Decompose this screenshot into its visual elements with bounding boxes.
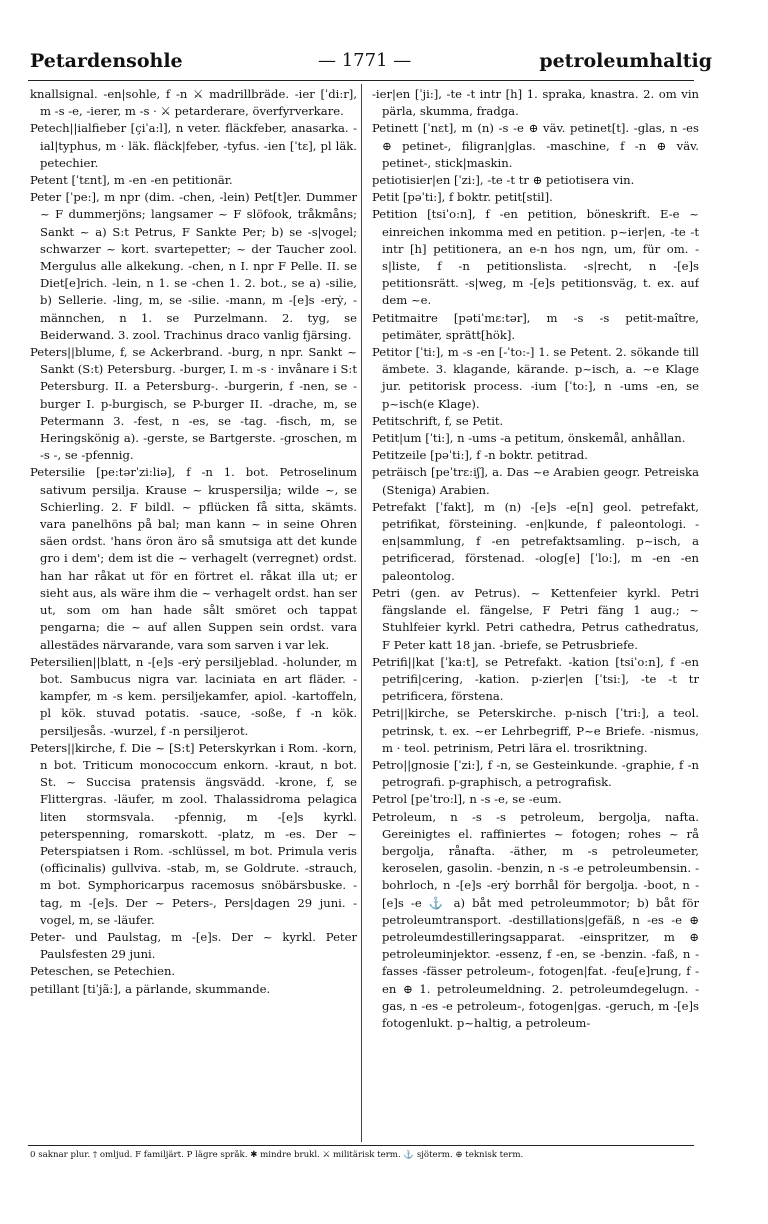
dictionary-entry: Petitzeile [pəˈti:], f -n boktr. petitrad. [372,448,588,463]
column-divider [361,84,362,1142]
dictionary-entry: Petrefakt [ˈfakt], m (n) -[e]s -e[n] geol. petrefakt, petrifikat, försteining. -en|kunde, f paleontologi. -en|sammlung, f -en petrefaktsamling. p~isch, a petrificerad, förstenad. -olog[e] [ˈlo:], m -en -en paleontolog. [372,499,699,583]
header-rule [28,80,694,81]
right-column [372,86,699,1142]
dictionary-entry: Peters||blume, f, se Ackerbrand. -burg, n npr. Sankt ~ Sankt (S:t) Petersburg. -burger, I. m -s · invånare i S:t Petersburg. II. a Petersburg-. -burgerin, f -nen, se -burger I. p-burgisch, se P-burger II. -drache, m, se Petermann 3. -fest, n -es, se -tag. -fisch, m, se Heringskönig a). -gerste, se Bartgerste. -groschen, m -s -, se -pfennig. [30,345,357,463]
header-last-word: petroleumhaltig [539,50,712,72]
dictionary-entry: Petition [tsiˈo:n], f -en petition, böneskrift. E-e ~ einreichen inkomma med en petition. p~ier|en, -te -t intr [h] petitionera, an e-n hos ngn, um, für om. -s|liste, f -n petitionslista. -s|recht, n -[e]s petitionsrätt. -s|weg, m -[e]s petitionsväg, t. ex. auf dem ~e. [372,207,699,308]
dictionary-entry: Petit [pəˈti:], f boktr. petit[stil]. [372,190,553,205]
dictionary-entry: knallsignal. -en|sohle, f -n ⚔ madrillbräde. -ier [ˈdi:r], m -s -e, -ierer, m -s · ⚔ petarderare, överfyrverkare. [30,87,357,119]
dictionary-entry: peträisch [peˈtrɛ:iʃ], a. Das ~e Arabien geogr. Petreiska (Steniga) Arabien. [372,465,699,497]
dictionary-entry: -ier|en [ˈji:], -te -t intr [h] 1. spraka, knastra. 2. om vin pärla, skumma, fradga. [372,87,699,119]
dictionary-entry: Peteschen, se Petechien. [30,964,176,979]
page-number: — 1771 — [318,50,412,71]
dictionary-entry: Petitmaitre [pətiˈmɛ:tər], m -s -s petit-maître, petimäter, sprätt[hök]. [372,310,699,342]
header-first-word: Petardensohle [30,50,183,72]
dictionary-entry: Petrol [peˈtro:l], n -s -e, se -eum. [372,792,562,807]
dictionary-entry: Petech||ialfieber [çiˈa:l], n veter. fläckfeber, anasarka. -ial|typhus, m · läk. fläck|feber, -tyfus. -ien [ˈtɛ], pl läk. petechier. [30,121,357,170]
footer-rule [28,1145,694,1146]
dictionary-entry: Petri (gen. av Petrus). ~ Kettenfeier kyrkl. Petri fängslande el. fängelse, F Petri fäng 1 aug.; ~ Stuhlfeier kyrkl. Petri cathedra, Petrus cathedratus, F Peter katt 18 jan. -briefe, se Petrusbriefe. [372,585,699,652]
dictionary-entry: Petroleum, n -s -s petroleum, bergolja, nafta. Gereinigtes el. raffiniertes ~ fotogen; rohes ~ rå bergolja, rånafta. -äther, m -s petroleumeter, keroselen, gasolin. -benzin, n -s -e petroleumbensin. -bohrloch, n -[e]s -erẏ borrhål för bergolja. -boot, n -[e]s -e ⚓ a) båt med petroleummotor; b) båt för petroleumtransport. -destillations|gefäß, n -es -e ⊕ petroleumdestilleringsapparat. -einspritzer, m ⊕ petroleuminjektor. -essenz, f -en, se -benzin. -faß, n -fasses -fässer petroleum-, fotogen|fat. -feu[e]rung, f -en ⊕ 1. petroleumeldning. 2. petroleumdegelugn. -gas, n -es -e petroleum-, fotogen|gas. -geruch, m -[e]s fotogenlukt. p~haltig, a petroleum- [372,809,699,1030]
dictionary-entry: Petitor [ˈti:], m -s -en [-ˈto:-] 1. se Petent. 2. sökande till ämbete. 3. klagande, kärande. p~isch, a. ~e Klage jur. petitorisk process. -ium [ˈto:], n -ums -en, se p~isch(e Klage). [372,345,699,411]
dictionary-entry: Peters||kirche, f. Die ~ [S:t] Peterskyrkan i Rom. -korn, n bot. Triticum monococcum enkorn. -kraut, n bot. St. ~ Succisa pratensis ängsvädd. -krone, f, se Flittergras. -läufer, m zool. Thalassidroma pelagica liten stormsvala. -pfennig, m -[e]s kyrkl. peterspenning, romarskott. -platz, m -es. Der ~ Peterspiatsen i Rom. -schlüssel, m bot. Primula veris (officinalis) gullviva. -stab, m, se Goldrute. -strauch, m bot. Symphoricarpus racemosus snöbärsbuske. -tag, m -[e]s. Der ~ Peters-, Pers|dagen 29 juni. -vogel, m, se -läufer. [30,740,357,927]
dictionary-entry: Petinett [ˈnɛt], m (n) -s -e ⊕ väv. petinet[t]. -glas, n -es ⊕ petinet-, filigran|glas. -maschine, f -n ⊕ väv. petinet-, stick|maskin. [372,121,699,170]
dictionary-entry: Petersilie [pe:tərˈzi:liə], f -n 1. bot. Petroselinum sativum persilja. Krause ~ kruspersilja; wilde ~, se Schierling. 2. F bildl. ~ pflücken få sitta, skämts. vara panelhöns på bal; man kann ~ in seine Ohren säen ordst. 'hans öron äro så smutsiga att det kunde gro i dem'; dem ist die ~ verhagelt (verregnet) ordst. han har råkat ut för en förtret el. råkat illa ut; er sieht aus, als wäre ihm die ~ verhagelt ordst. han ser ut, som om han hade sålt smöret och tappat pengarna; die ~ auf allen Suppen sein ordst. vara allestädes närvarande, vara som sarven i var lek. [30,465,357,652]
dictionary-entry: Petitschrift, f, se Petit. [372,413,504,428]
dictionary-entry: petillant [tiˈjã:], a pärlande, skummande. [30,981,271,996]
abbreviation-legend: 0 saknar plur. † omljud. F familjärt. P lägre språk. ✱ mindre brukl. ⚔ militärisk term. ⚓ sjöterm. ⊕ teknisk term. [30,1150,524,1160]
dictionary-entry: Peter- und Paulstag, m -[e]s. Der ~ kyrkl. Peter Paulsfesten 29 juni. [30,929,357,962]
left-column [30,86,357,1142]
dictionary-entry: Petrifi||kat [ˈka:t], se Petrefakt. -kation [tsiˈo:n], f -en petrifi|cering, -kation. p-zier|en [ˈtsi:], -te -t tr petrificera, förstena. [372,654,699,704]
dictionary-entry: petiotisier|en [ˈzi:], -te -t tr ⊕ petiotisera vin. [372,173,635,188]
dictionary-entry: Peter [ˈpe:], m npr (dim. -chen, -lein) Pet[t]er. Dummer ~ F dummerjöns; langsamer ~ F slöfook, tråkmåns; Sankt ~ a) S:t Petrus, F Sankte Per; b) se -s|vogel; schwarzer ~ kort. svartepetter; ~ der Taucher zool. Mergulus alle alkekung. -chen, n I. npr F Pelle. II. se Diet[e]rich. -lein, n 1. se -chen 1. 2. bot., se a) -silie, b) Sellerie. -ling, m, se -silie. -mann, m -[e]s -erẏ, -männchen, n 1. se Purzelmann. 2. tyg, se Beiderwand. 3. zool. Trachinus draco vanlig fjärsing. [30,190,357,342]
dictionary-entry: Petri||kirche, se Peterskirche. p-nisch [ˈtri:], a teol. petrinsk, t. ex. ~er Lehrbegriff, P~e Briefe. -nismus, m · teol. petrinism, Petri lära el. trosriktning. [372,706,699,755]
dictionary-entry: Petersilien||blatt, n -[e]s -erẏ persiljeblad. -holunder, m bot. Sambucus nigra var. laciniata en art fläder. -kampfer, m -s kem. persiljekamfer, apiol. -kartoffeln, pl kök. stuvad potatis. -sauce, -soße, f -n kök. persiljesås. -wurzel, f -n persiljerot. [30,654,357,738]
dictionary-entry: Petent [ˈtɛnt], m -en -en petitionär. [30,173,233,188]
dictionary-entry: Petro||gnosie [ˈzi:], f -n, se Gesteinkunde. -graphie, f -n petrografi. p-graphisch, a petrografisk. [372,757,699,790]
dictionary-entry: Petit|um [ˈti:], n -ums -a petitum, önskemål, anhållan. [372,431,686,446]
